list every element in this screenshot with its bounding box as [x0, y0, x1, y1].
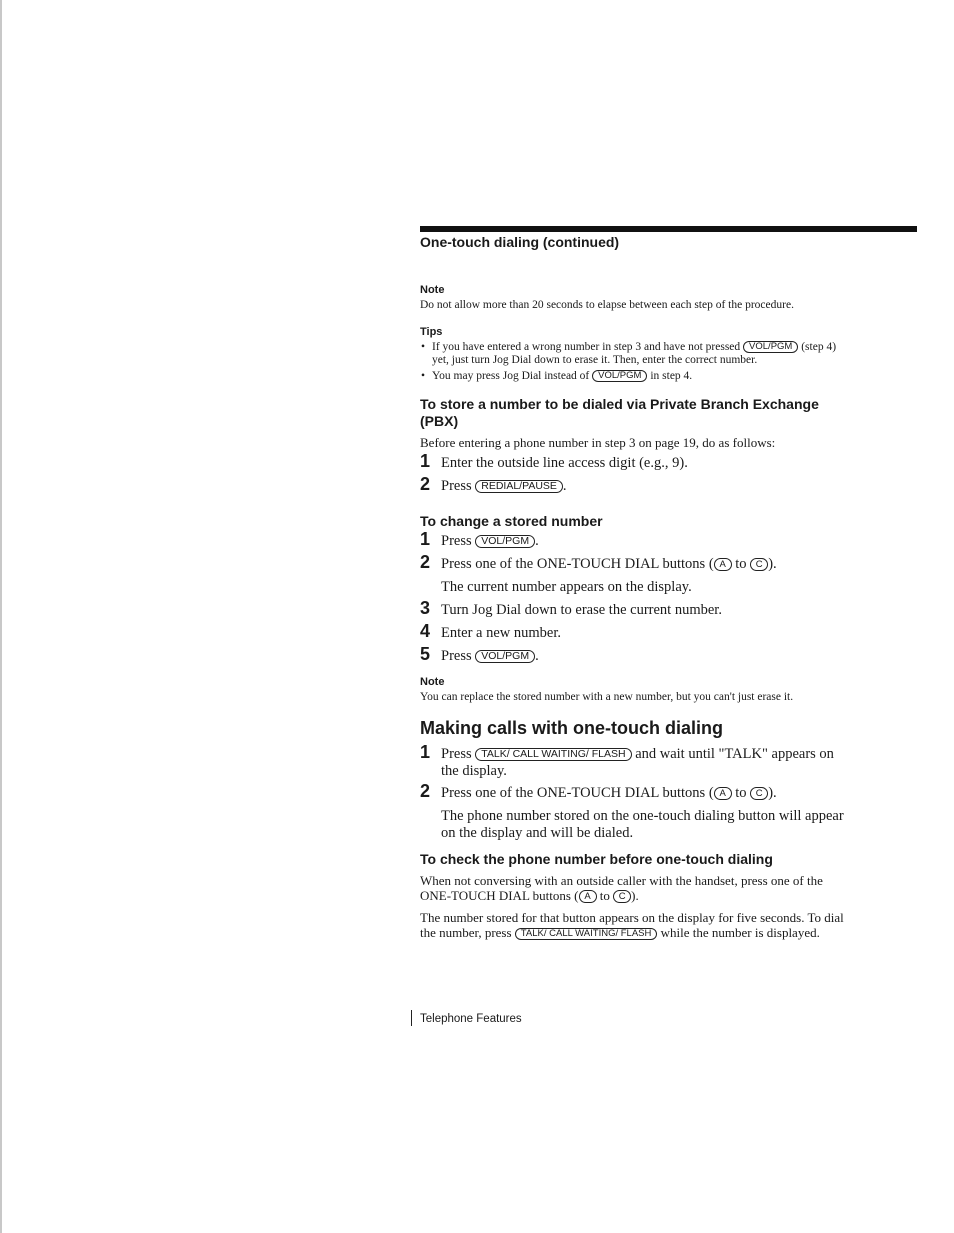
vol-pgm-key: VOL/PGM	[592, 370, 647, 382]
check-paragraph: When not conversing with an outside caller with the handset, press one of the ONE-TOUCH DIAL buttons ( A to C ).	[420, 873, 823, 903]
note-block	[420, 284, 845, 312]
page-footer	[411, 1010, 522, 1026]
page-content	[420, 232, 845, 940]
step-item: 2 Press one of the ONE-TOUCH DIAL buttons ( A to C ).	[420, 552, 777, 572]
vol-pgm-key: VOL/PGM	[475, 650, 535, 663]
vol-pgm-key: VOL/PGM	[475, 535, 535, 548]
button-c-key: C	[613, 890, 631, 903]
making-calls-heading: Making calls with one-touch dialing	[420, 718, 724, 738]
note-text: You can replace the stored number with a new number, but you can't just erase it.	[420, 691, 794, 703]
change-heading: To change a stored number	[420, 513, 603, 529]
footer-text: Telephone Features	[420, 1013, 522, 1025]
change-steps	[420, 529, 845, 665]
list-item: • If you have entered a wrong number in step 3 and have not pressed VOL/PGM (step 4) yet, just turn Jog Dial down to erase it. Then, enter the correct number.	[420, 341, 845, 367]
button-c-key: C	[750, 558, 768, 571]
note-block	[420, 676, 845, 704]
pbx-steps	[420, 451, 845, 495]
button-c-key: C	[750, 787, 768, 800]
note-label: Note	[420, 676, 445, 688]
tips-list	[420, 341, 845, 383]
button-a-key: A	[579, 890, 597, 903]
note-text: Do not allow more than 20 seconds to elapse between each step of the procedure.	[420, 299, 794, 311]
section-title: One-touch dialing (continued)	[420, 234, 620, 250]
step-item: 1 Press TALK/ CALL WAITING/ FLASH and wait until "TALK" appears on the display.	[420, 742, 834, 779]
tips-label: Tips	[420, 326, 443, 338]
step-item: 5 Press VOL/PGM .	[420, 644, 539, 664]
step-item: 3 Turn Jog Dial down to erase the current number.	[420, 598, 722, 618]
footer-divider	[411, 1010, 412, 1026]
vol-pgm-key: VOL/PGM	[743, 341, 798, 353]
button-a-key: A	[714, 558, 732, 571]
step-continuation: The phone number stored on the one-touch dialing button will appear on the display and will be dialed.	[441, 808, 844, 841]
step-item: 2 Press REDIAL/PAUSE .	[420, 474, 567, 494]
step-item: 1 Enter the outside line access digit (e.g., 9).	[420, 451, 688, 471]
button-a-key: A	[714, 787, 732, 800]
calls-steps	[420, 742, 845, 842]
check-paragraph: The number stored for that button appears on the display for five seconds. To dial the number, press TALK/ CALL WAITING/ FLASH while the number is displayed.	[420, 910, 844, 940]
step-item: 1 Press VOL/PGM .	[420, 529, 539, 549]
step-item: 4 Enter a new number.	[420, 621, 561, 641]
talk-flash-key: TALK/ CALL WAITING/ FLASH	[515, 928, 658, 940]
step-item: 2 Press one of the ONE-TOUCH DIAL buttons ( A to C ).	[420, 781, 777, 801]
pbx-intro: Before entering a phone number in step 3 on page 19, do as follows:	[420, 435, 776, 450]
tips-block	[420, 326, 845, 383]
step-continuation: The current number appears on the display.	[441, 579, 692, 595]
talk-flash-key: TALK/ CALL WAITING/ FLASH	[475, 748, 631, 761]
page-edge	[0, 0, 2, 1233]
check-heading: To check the phone number before one-touch dialing	[420, 851, 773, 867]
redial-pause-key: REDIAL/PAUSE	[475, 480, 563, 493]
list-item: • You may press Jog Dial instead of VOL/PGM in step 4.	[420, 370, 845, 383]
note-label: Note	[420, 284, 445, 296]
pbx-heading: To store a number to be dialed via Private Branch Exchange (PBX)	[420, 396, 819, 429]
